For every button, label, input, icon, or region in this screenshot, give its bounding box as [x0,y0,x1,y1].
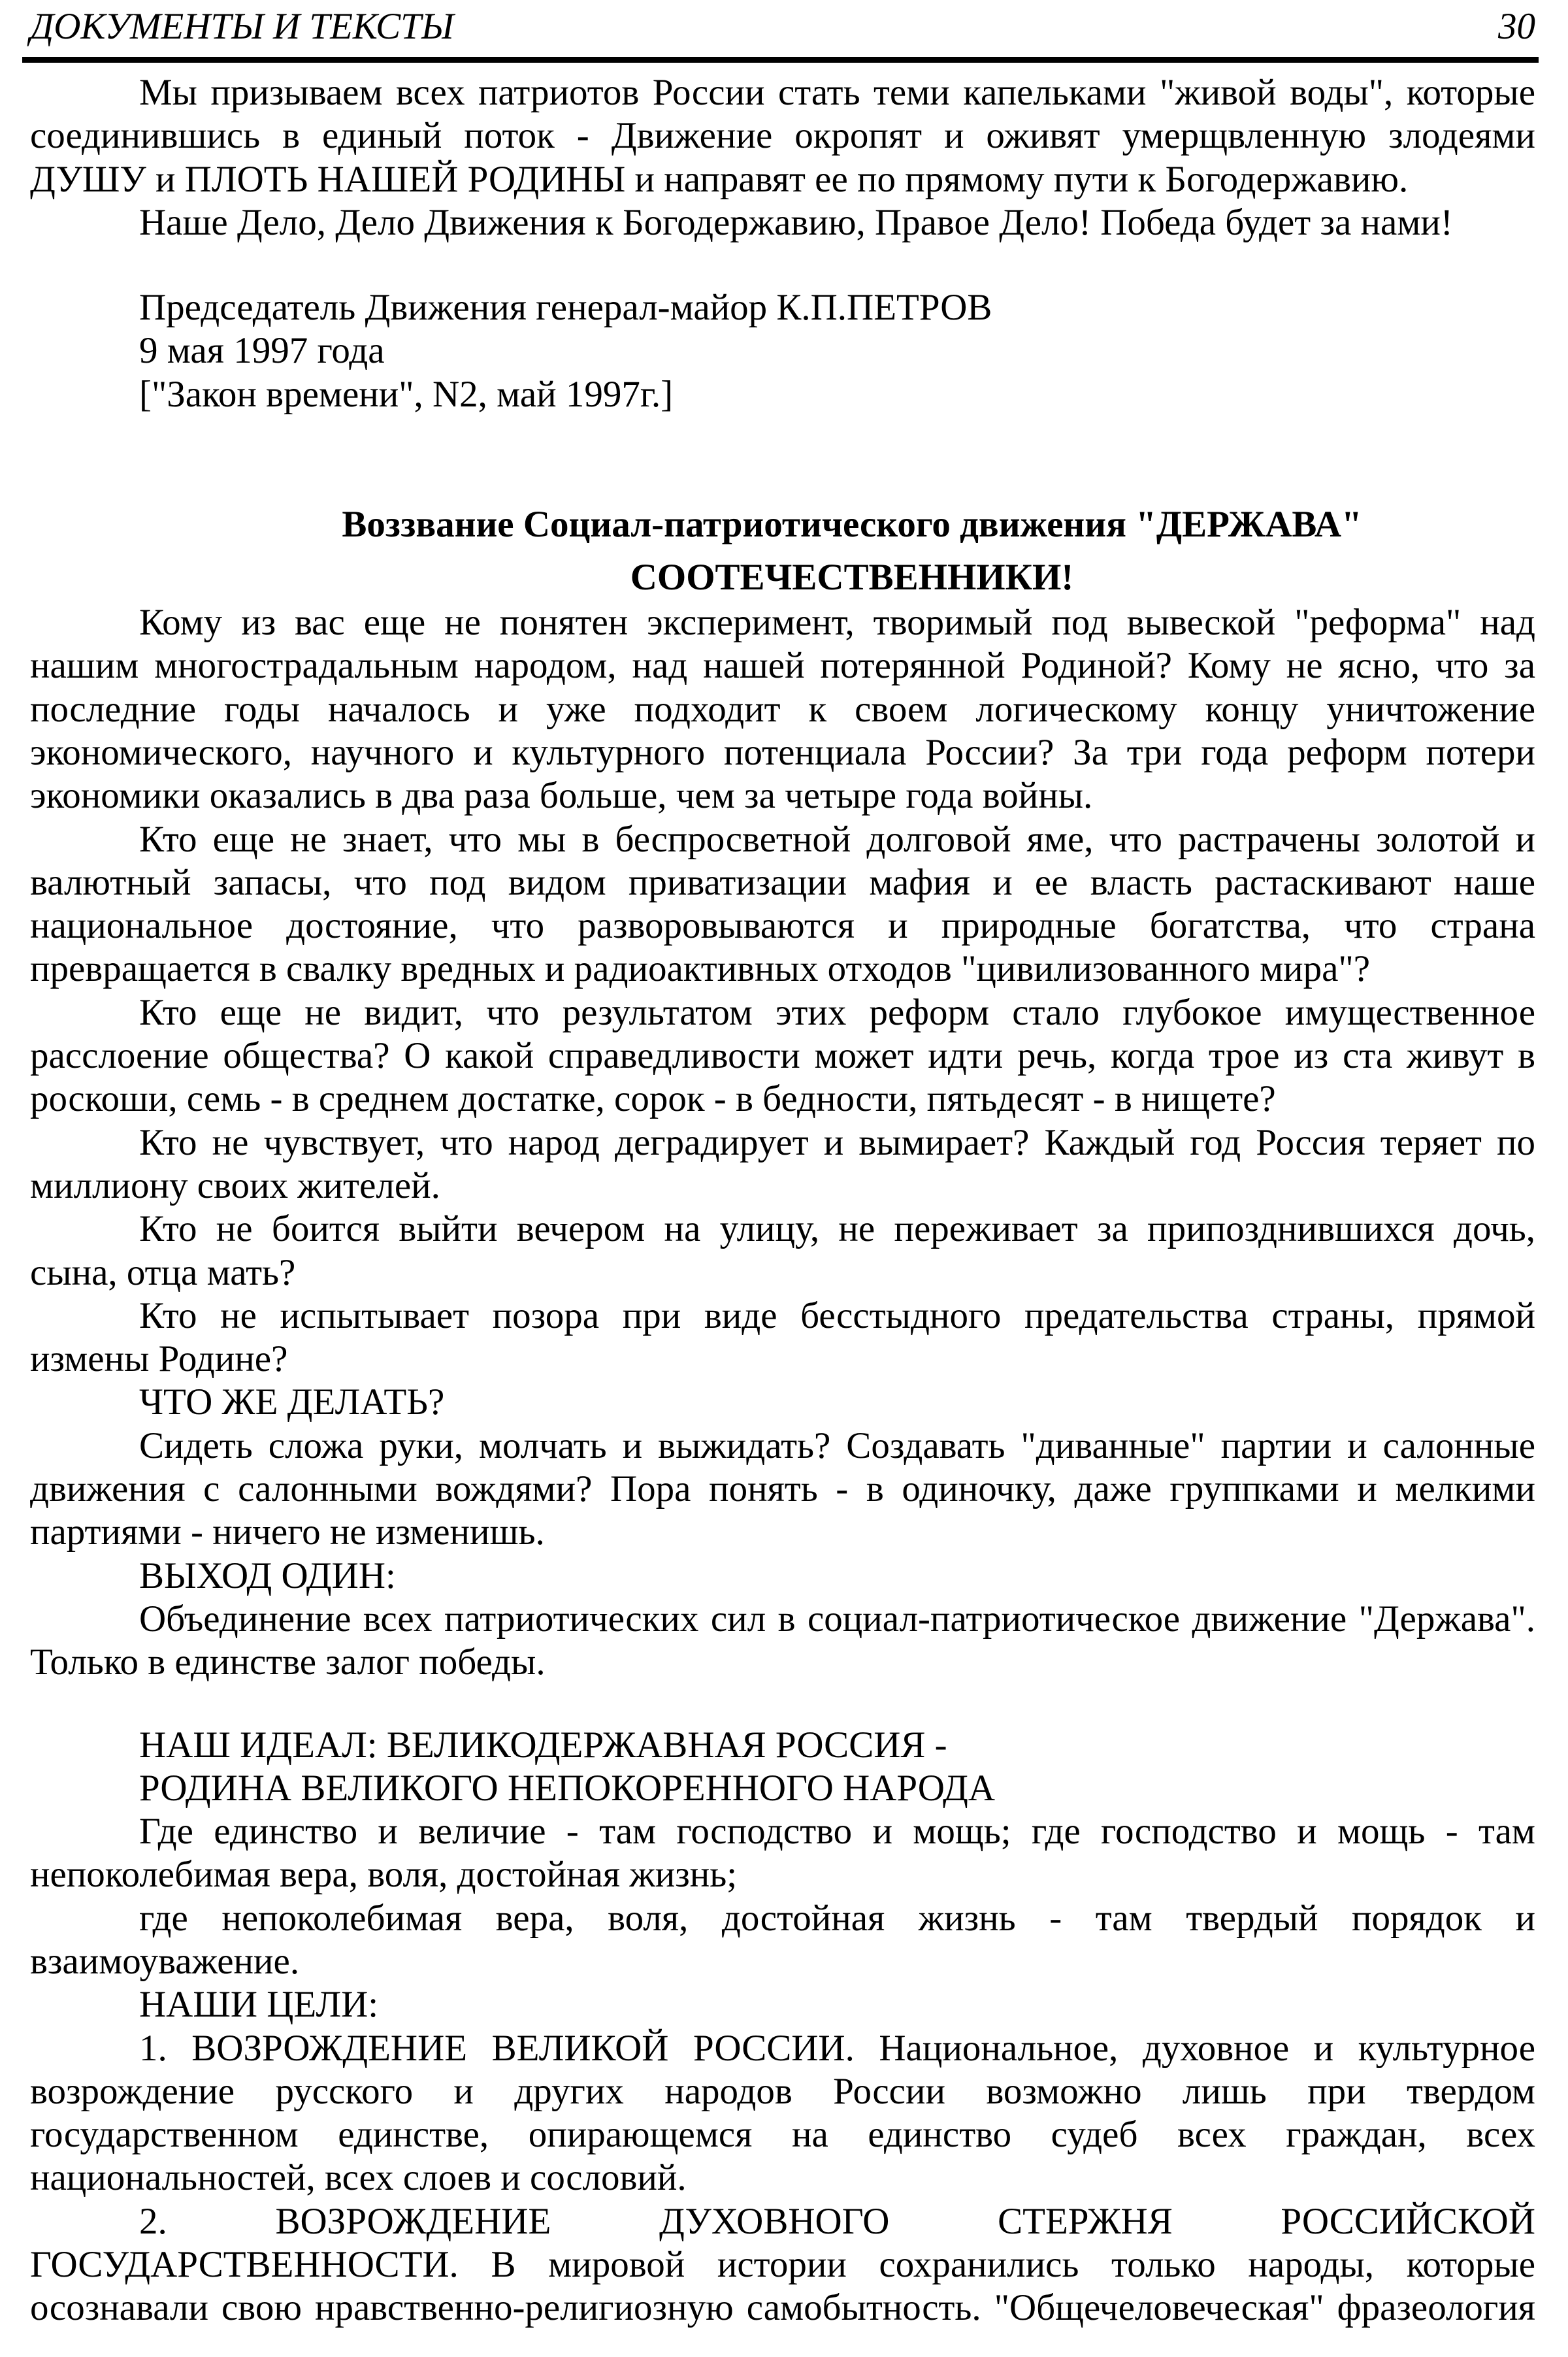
text-line: Мы призываем всех патриотов России стать теми капельками "живой воды", которые [139,72,1535,113]
paragraph [30,1598,1535,1685]
intro-text [30,71,1535,244]
text-line: Кто еще не знает, что мы в беспросветной долговой яме, что растрачены золотой и [139,818,1535,860]
text-line: ГОСУДАРСТВЕННОСТИ. В мировой истории сохранились только народы, которые [30,2244,1535,2286]
text-line: 9 мая 1997 года [139,330,385,372]
text-line: нашим многострадальным народом, над нашей потерянной Родиной? Кому не ясно, что за [30,645,1535,687]
paragraph [30,329,1535,372]
text-line: государственном единстве, опирающемся на единство судеб всех граждан, всех [30,2114,1535,2156]
paragraph [30,1983,1535,2026]
text-line: Объединение всех патриотических сил в социал-патриотическое движение "Держава". [139,1598,1535,1640]
text-line: Наше Дело, Дело Движения к Богодержавию, Правое Дело! Победа будет за нами! [139,201,1453,243]
header-divider [22,57,1539,63]
paragraph [30,286,1535,329]
text-line: непоколебимая вера, воля, достойная жизнь; [30,1854,738,1896]
paragraph [30,1425,1535,1555]
text-line: 1. ВОЗРОЖДЕНИЕ ВЕЛИКОЙ РОССИИ. Национальное, духовное и культурное [139,2027,1535,2069]
page-body [30,71,1535,2330]
text-line: Председатель Движения генерал-майор К.П.ПЕТРОВ [139,287,992,329]
text-line: валютный запасы, что под видом приватизации мафия и ее власть растаскивают наше [30,861,1535,903]
paragraph [30,2200,1535,2330]
appeal-heading [30,503,1535,546]
text-line: национальное достояние, что разворовываются и природные богатства, что страна [30,905,1535,947]
appeal-body-part1 [30,601,1535,1684]
text-line: экономического, научного и культурного потенциала России? За три года реформ потери [30,731,1535,773]
paragraph [30,1294,1535,1381]
text-line: Кто не испытывает позора при виде бесстыдного предательства страны, прямой [139,1294,1535,1336]
text-line: 2. ВОЗРОЖДЕНИЕ ДУХОВНОГО СТЕРЖНЯ РОССИЙСКОЙ [139,2200,1535,2242]
text-line: осознавали свою нравственно-религиозную самобытность. "Общечеловеческая" фразеология [30,2287,1535,2329]
paragraph [30,991,1535,1121]
paragraph [30,818,1535,991]
appeal-title: Воззвание Социал-патриотического движения "ДЕРЖАВА" [342,504,1362,546]
signature-block [30,286,1535,416]
text-line: Где единство и величие - там господство и мощь; где господство и мощь - там [139,1811,1535,1853]
paragraph [30,71,1535,201]
paragraph [30,1724,1535,1767]
text-line: миллиону своих жителей. [30,1164,440,1206]
text-line: НАШ ИДЕАЛ: ВЕЛИКОДЕРЖАВНАЯ РОССИЯ - [139,1724,947,1766]
text-line: партиями - ничего не изменишь. [30,1511,545,1553]
text-line: где непоколебимая вера, воля, достойная жизнь - там твердый порядок и [139,1897,1535,1939]
text-line: ДУШУ и ПЛОТЬ НАШЕЙ РОДИНЫ и направят ее по прямому пути к Богодержавию. [30,158,1409,200]
page-number: 30 [1498,6,1535,47]
text-line: Кто не чувствует, что народ деградирует и вымирает? Каждый год Россия теряет по [139,1121,1535,1163]
paragraph [30,1555,1535,1598]
text-line: сына, отца мать? [30,1251,296,1293]
text-line: роскоши, семь - в среднем достатке, сорок - в бедности, пятьдесят - в нищете? [30,1078,1276,1120]
appeal-subtitle: СООТЕЧЕСТВЕННИКИ! [630,557,1074,599]
text-line: Кто еще не видит, что результатом этих реформ стало глубокое имущественное [139,991,1535,1033]
text-line: соединившись в единый поток - Движение окропят и оживят умерщвленную злодеями [30,115,1535,157]
text-line: ЧТО ЖЕ ДЕЛАТЬ? [139,1381,445,1423]
text-line: ["Закон времени", N2, май 1997г.] [139,373,674,415]
text-line: взаимоуважение. [30,1940,300,1982]
text-line: Только в единстве залог победы. [30,1641,546,1683]
paragraph [30,601,1535,817]
paragraph [30,373,1535,416]
text-line: движения с салонными вождями? Пора понять - в одиночку, даже группками и мелкими [30,1468,1535,1510]
text-line: Кому из вас еще не понятен эксперимент, творимый под вывеской "реформа" над [139,602,1535,644]
paragraph [30,201,1535,244]
text-line: национальностей, всех слоев и сословий. [30,2157,687,2199]
paragraph [30,1810,1535,1897]
text-line: ВЫХОД ОДИН: [139,1555,396,1596]
paragraph [30,1767,1535,1810]
text-line: превращается в свалку вредных и радиоактивных отходов "цивилизованного мира"? [30,948,1371,990]
text-line: Сидеть сложа руки, молчать и выжидать? Создавать "диванные" партии и салонные [139,1425,1535,1466]
paragraph [30,1381,1535,1424]
text-line: расслоение общества? О какой справедливости может идти речь, когда трое из ста живут в [30,1035,1535,1077]
text-line: экономики оказались в два раза больше, чем за четыре года войны. [30,775,1093,817]
paragraph [30,1897,1535,1984]
appeal-subheading [30,556,1535,599]
appeal-body-part2 [30,1724,1535,2330]
text-line: последние годы началось и уже подходит к своем логическому концу уничтожение [30,688,1535,730]
text-line: НАШИ ЦЕЛИ: [139,1984,379,2026]
paragraph [30,2027,1535,2200]
text-line: Кто не боится выйти вечером на улицу, не переживает за припозднившихся дочь, [139,1208,1535,1250]
text-line: возрождение русского и других народов России возможно лишь при твердом [30,2070,1535,2112]
paragraph [30,1208,1535,1294]
text-line: РОДИНА ВЕЛИКОГО НЕПОКОРЕННОГО НАРОДА [139,1767,996,1809]
paragraph [30,1121,1535,1208]
running-header-title: ДОКУМЕНТЫ И ТЕКСТЫ [30,6,454,47]
text-line: измены Родине? [30,1338,288,1380]
